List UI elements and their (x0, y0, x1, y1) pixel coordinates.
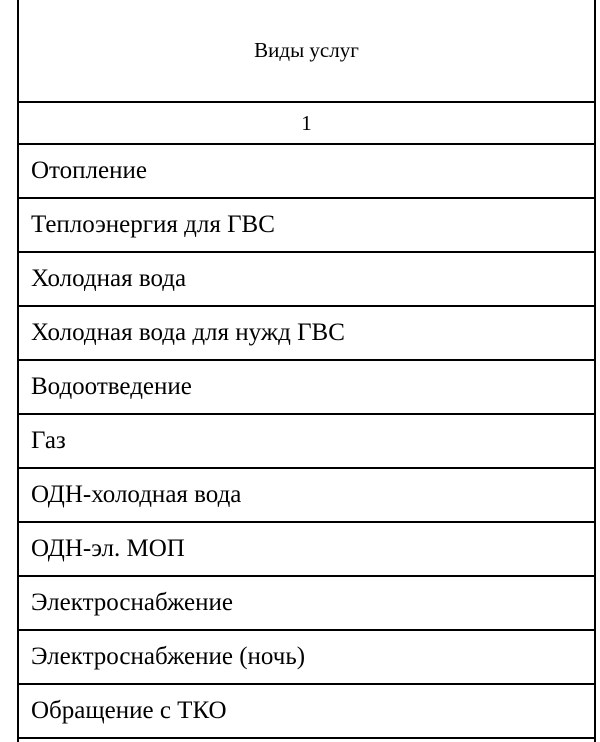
table-divider (17, 737, 596, 739)
table-row (19, 307, 594, 359)
service-name: Отопление (31, 157, 147, 184)
table-row (19, 685, 594, 737)
table-row (19, 415, 594, 467)
service-name: Холодная вода (31, 265, 187, 292)
column-number: 1 (301, 110, 312, 135)
table-row (19, 361, 594, 413)
service-name: Холодная вода для нужд ГВС (31, 319, 345, 346)
table-row (19, 523, 594, 575)
column-number-cell (19, 103, 594, 143)
service-name: Газ (31, 427, 66, 454)
service-name: Обращение с ТКО (31, 697, 227, 724)
table-row (19, 469, 594, 521)
service-name: ОДН-эл. МОП (31, 535, 185, 562)
column-header-label: Виды услуг (254, 38, 359, 62)
table-row (19, 631, 594, 683)
table-row (19, 199, 594, 251)
service-name: Теплоэнергия для ГВС (31, 211, 275, 238)
service-name: ОДН-холодная вода (31, 481, 242, 508)
service-name: Электроснабжение (ночь) (31, 643, 306, 670)
table-row (19, 577, 594, 629)
table-header-cell (19, 0, 594, 101)
service-name: Водоотведение (31, 373, 192, 400)
service-name: Электроснабжение (31, 589, 233, 616)
table-row (19, 253, 594, 305)
table-row (19, 145, 594, 197)
